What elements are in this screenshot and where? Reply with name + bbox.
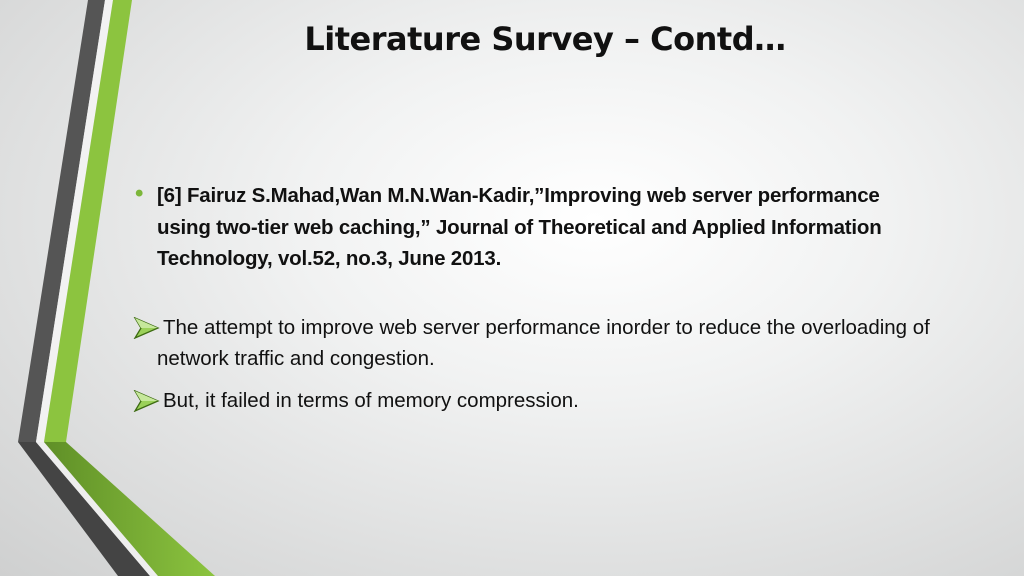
point-list	[130, 312, 930, 417]
slide-content	[130, 180, 930, 426]
point-item	[130, 312, 930, 375]
round-bullet-icon: •	[135, 180, 144, 207]
reference-item	[130, 180, 930, 275]
arrow-bullet-icon	[132, 317, 160, 339]
arrow-bullet-icon	[132, 390, 160, 412]
point-text: The attempt to improve web server performance inorder to reduce the overloading of network traffic and congestion.	[157, 315, 930, 370]
point-text: But, it failed in terms of memory compression.	[163, 388, 579, 412]
reference-text: [6] Fairuz S.Mahad,Wan M.N.Wan-Kadir,”Improving web server performance using two-tier web caching,” Journal of Theoretical and Applied Information Technology, vol.52, no.3, June 2013.	[157, 184, 882, 270]
slide-title: Literature Survey – Contd…	[304, 20, 786, 58]
point-item	[130, 385, 930, 417]
